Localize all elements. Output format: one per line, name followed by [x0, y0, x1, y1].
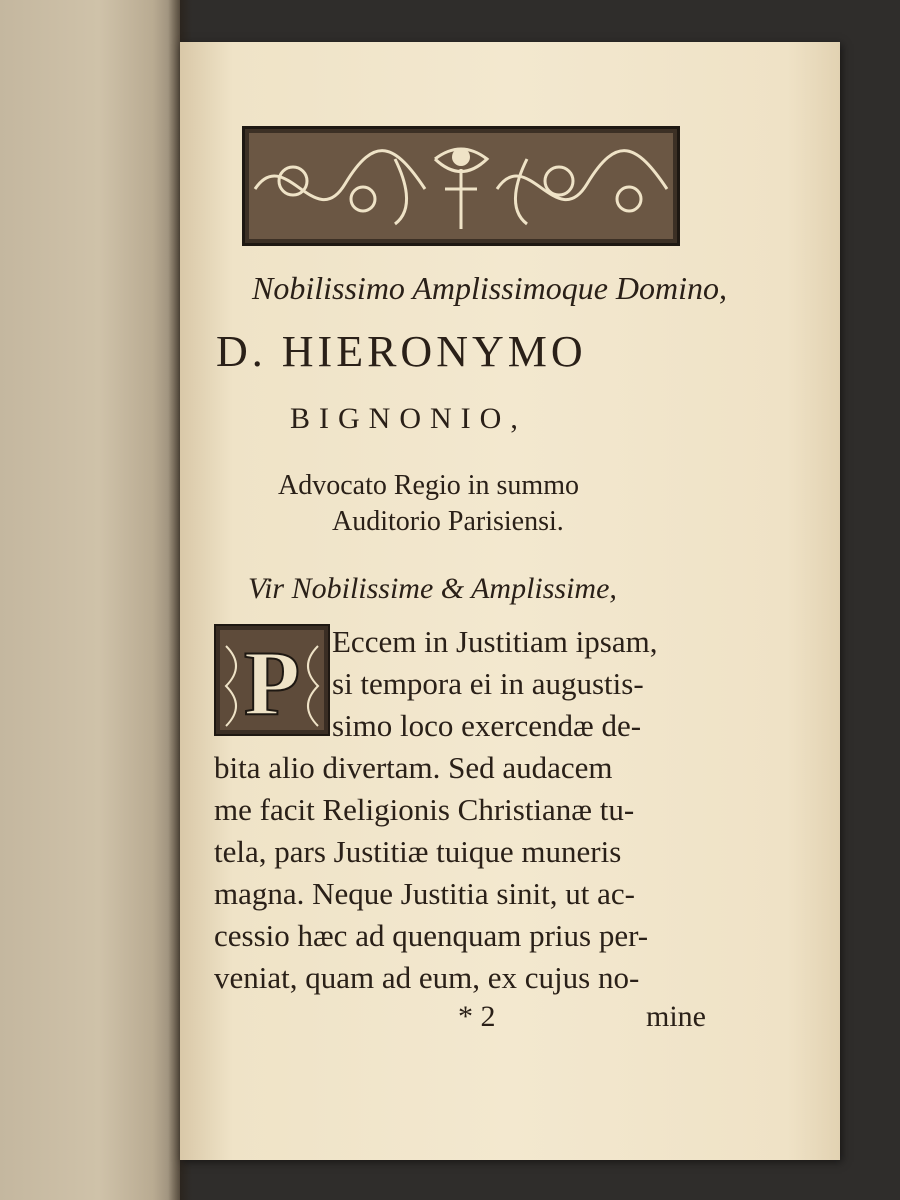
catchword: mine — [646, 1000, 706, 1033]
decorated-initial — [214, 624, 330, 736]
body-line: magna. Neque Justitia sinit, ut ac- — [214, 876, 635, 911]
body-line: si tempora ei in augustis- — [332, 666, 644, 701]
body-line: me facit Religionis Christianæ tu- — [214, 792, 635, 827]
recipient-name: D. HIERONYMO — [216, 327, 587, 376]
body-line: tela, pars Justitiæ tuique muneris — [214, 834, 622, 869]
office-line-1: Advocato Regio in summo — [278, 470, 579, 501]
body-line: bita alio divertam. Sed audacem — [214, 750, 613, 785]
recipient-surname: BIGNONIO, — [290, 402, 527, 435]
initial-letter: P — [243, 632, 301, 734]
signature-mark: * 2 — [458, 1000, 496, 1033]
body-line: veniat, quam ad eum, ex cujus no- — [214, 960, 640, 995]
office-line-2: Auditorio Parisiensi. — [332, 506, 564, 537]
facing-page — [0, 0, 180, 1200]
body-line: Eccem in Justitiam ipsam, — [332, 624, 658, 659]
salutation: Vir Nobilissime & Amplissime, — [248, 572, 617, 605]
body-line: cessio hæc ad quenquam prius per- — [214, 918, 649, 953]
body-line: simo loco exercendæ de- — [332, 708, 642, 743]
facing-page-bleedthrough — [40, 70, 180, 970]
book-page — [180, 42, 840, 1160]
dedication-line: Nobilissimo Amplissimoque Domino, — [252, 270, 727, 306]
woodcut-headpiece — [242, 126, 680, 246]
